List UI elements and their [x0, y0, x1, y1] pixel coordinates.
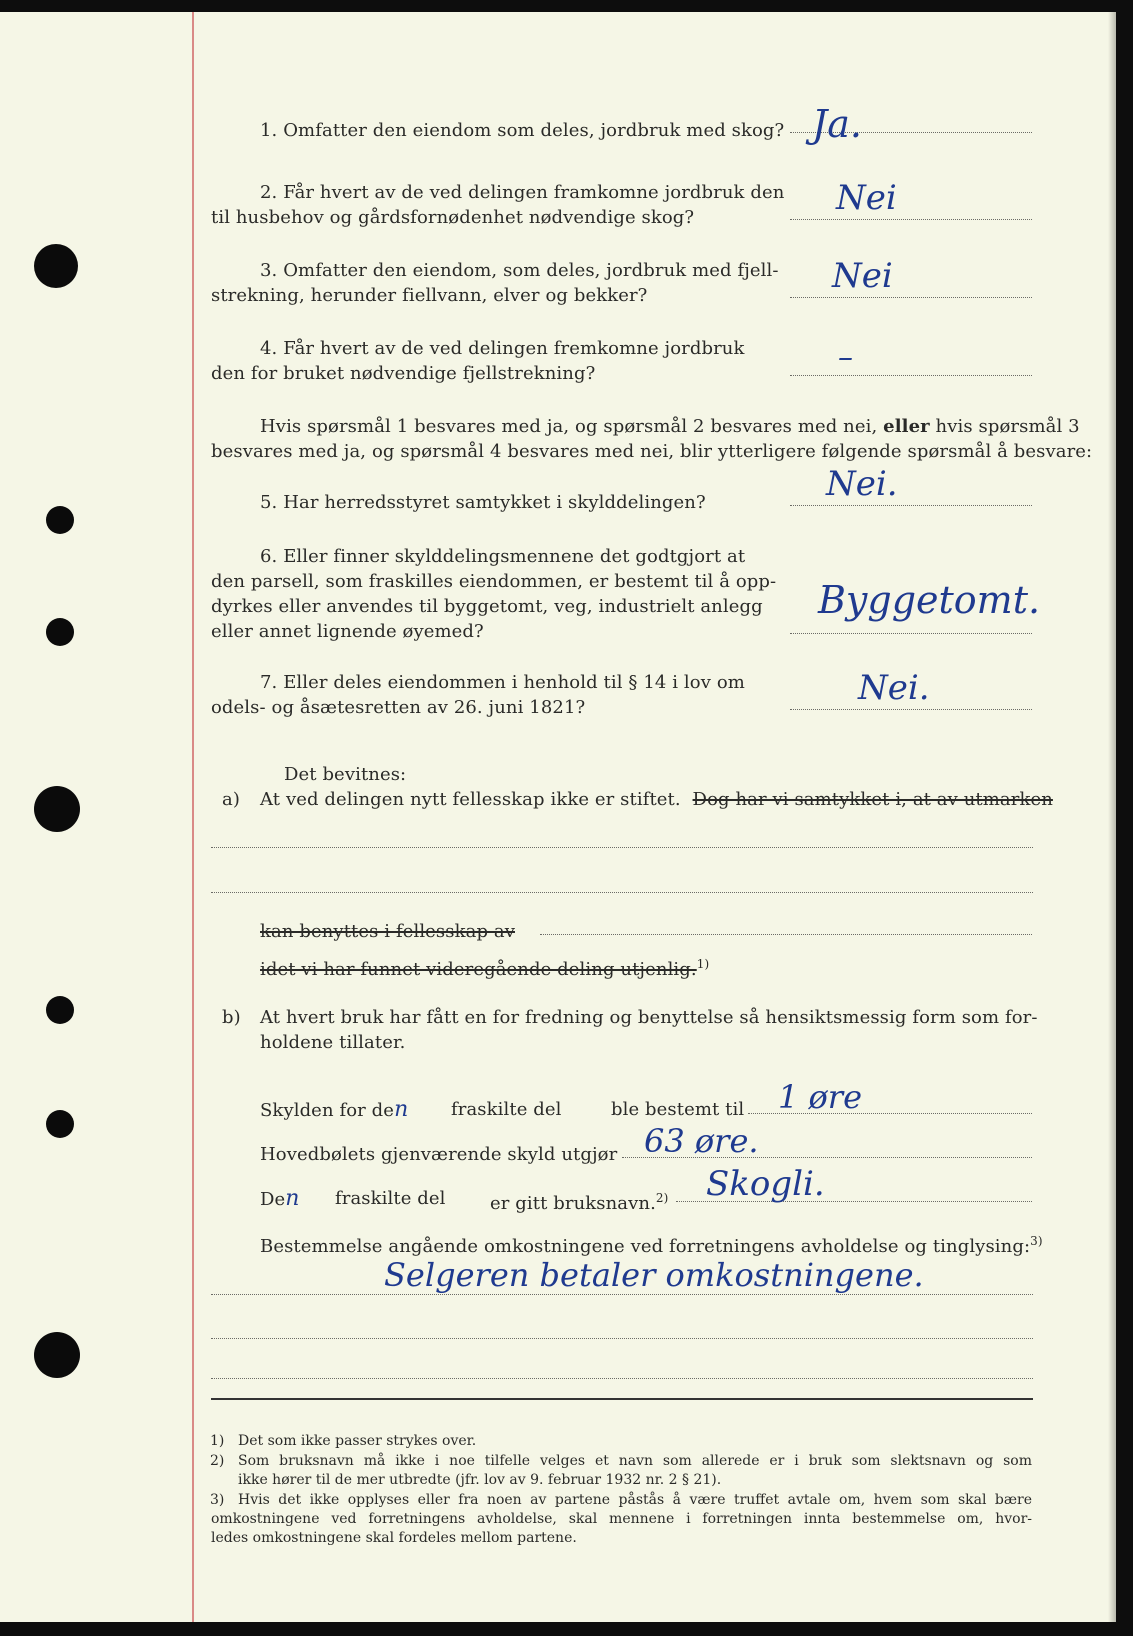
question-6-line1: 6. Eller finner skylddelingsmennene det godtgjort at	[260, 546, 746, 567]
answer-line	[790, 297, 1032, 298]
answer-6: Byggetomt.	[818, 578, 1041, 622]
blank-line	[211, 1378, 1033, 1379]
question-6-line2: den parsell, som fraskilles eiendommen, er bestemt til å opp-	[211, 571, 777, 592]
footnote-2-mark: 2)	[210, 1453, 225, 1469]
cost-answer: Selgeren betaler omkostningene.	[384, 1256, 924, 1294]
witness-a-text: At ved delingen nytt fellesskap ikke er stiftet.	[260, 789, 681, 810]
skyld-row1-text: Skylden for de	[260, 1100, 395, 1121]
footnote-ref: 2)	[655, 1191, 669, 1205]
blank-line	[211, 847, 1033, 848]
question-3-line1: 3. Omfatter den eiendom, som deles, jordbruk med fjell-	[260, 260, 779, 281]
document-page	[0, 12, 1116, 1622]
question-2-line2: til husbehov og gårdsfornødenhet nødvendige skog?	[211, 207, 695, 228]
conditional-text-b: hvis spørsmål 3	[935, 416, 1080, 437]
question-6-line3: dyrkes eller anvendes til byggetomt, veg, industrielt anlegg	[211, 596, 763, 617]
footnote-1: Det som ikke passer strykes over.	[238, 1433, 477, 1449]
skyld-row1-hw: n	[394, 1097, 409, 1122]
witness-a-line	[260, 787, 1053, 812]
question-1: 1. Omfatter den eiendom som deles, jordbruk med skog?	[260, 120, 785, 141]
answer-line	[790, 709, 1032, 710]
struck-line-3-text: idet vi har funnet videregående deling utjenlig.	[260, 959, 697, 980]
blank-line	[540, 934, 1032, 935]
answer-line	[790, 375, 1032, 376]
skyld-row3-a	[260, 1186, 300, 1212]
footnote-3-line1: Hvis det ikke opplyses eller fra noen av partene påstås å være truffet avtale om, hvem som skal bære	[238, 1492, 1032, 1508]
witness-a-struck: Dog har vi samtykket i, at av utmarken	[692, 789, 1053, 810]
struck-line-3	[260, 952, 709, 982]
answer-line	[790, 219, 1032, 220]
blank-line	[211, 1338, 1033, 1339]
witness-a-label: a)	[222, 789, 240, 810]
punch-hole	[34, 244, 78, 288]
answer-line	[790, 633, 1032, 634]
witness-b-line2: holdene tillater.	[260, 1032, 406, 1053]
skyld-row1-b: fraskilte del	[451, 1099, 562, 1120]
conditional-line2: besvares med ja, og spørsmål 4 besvares med nei, blir ytterligere følgende spørsmål å besvare:	[211, 441, 1093, 462]
answer-3: Nei	[832, 256, 893, 296]
answer-1: Ja.	[812, 102, 862, 146]
skyld-row3-text: De	[260, 1189, 286, 1210]
punch-hole	[46, 618, 74, 646]
footnote-3-line3: ledes omkostningene skal fordeles mellom partene.	[211, 1530, 577, 1546]
question-4-line2: den for bruket nødvendige fjellstrekning?	[211, 363, 596, 384]
answer-line	[211, 1294, 1033, 1295]
skyld-row2-answer: 63 øre.	[644, 1122, 759, 1160]
cost-label-text: Bestemmelse angående omkostningene ved forretningens avholdelse og tinglysing:	[260, 1236, 1031, 1257]
witness-b-line1: At hvert bruk har fått en for fredning og benyttelse så hensiktsmessig form som for-	[260, 1007, 1038, 1028]
skyld-row1-answer: 1 øre	[778, 1078, 863, 1116]
footnote-3-mark: 3)	[210, 1492, 225, 1508]
footnote-ref: 3)	[1030, 1234, 1043, 1248]
skyld-row1-a	[260, 1097, 408, 1123]
witness-b-label: b)	[222, 1007, 241, 1028]
question-5: 5. Har herredsstyret samtykket i skylddelingen?	[260, 492, 706, 513]
footnote-1-mark: 1)	[210, 1433, 225, 1449]
skyld-row3-b: fraskilte del	[335, 1188, 446, 1209]
struck-line-2: kan benyttes i fellesskap av	[260, 921, 515, 942]
footnote-2-line2: ikke hører til de mer utbredte (jfr. lov av 9. februar 1932 nr. 2 § 21).	[238, 1472, 722, 1488]
answer-7: Nei.	[858, 668, 930, 708]
punch-hole	[46, 506, 74, 534]
skyld-row3-c	[490, 1186, 668, 1216]
question-7-line2: odels- og åsætesretten av 26. juni 1821?	[211, 697, 586, 718]
question-7-line1: 7. Eller deles eiendommen i henhold til § 14 i lov om	[260, 672, 745, 693]
punch-hole	[46, 996, 74, 1024]
footnote-ref: 1)	[696, 957, 710, 971]
punch-hole	[46, 1110, 74, 1138]
question-6-line4: eller annet lignende øyemed?	[211, 621, 484, 642]
footnote-3-line2: omkostningene ved forretningens avholdelse, skal mennene i forretningen innta bestemmelse om, hvor-	[211, 1511, 1032, 1527]
punch-hole	[34, 786, 80, 832]
skyld-row3-c-text: er gitt bruksnavn.	[490, 1193, 656, 1214]
cost-label	[260, 1229, 1043, 1259]
skyld-row3-hw: n	[285, 1186, 300, 1211]
footnote-2-line1: Som bruksnavn må ikke i noe tilfelle velges et navn som allerede er i bruk som slektsnavn og som	[238, 1453, 1032, 1469]
answer-4: –	[838, 340, 853, 375]
skyld-row2-label: Hovedbølets gjenværende skyld utgjør	[260, 1144, 618, 1165]
footnote-rule	[211, 1398, 1033, 1400]
skyld-row1-c: ble bestemt til	[611, 1099, 745, 1120]
conditional-bold: eller	[883, 416, 930, 437]
blank-line	[211, 892, 1033, 893]
skyld-row3-answer: Skogli.	[706, 1164, 825, 1204]
question-2-line1: 2. Får hvert av de ved delingen framkomne jordbruk den	[260, 182, 785, 203]
margin-line	[192, 12, 194, 1622]
conditional-text-a: Hvis spørsmål 1 besvares med ja, og spørsmål 2 besvares med nei,	[260, 416, 878, 437]
punch-hole	[34, 1332, 80, 1378]
question-3-line2: strekning, herunder fiellvann, elver og bekker?	[211, 285, 648, 306]
answer-5: Nei.	[826, 464, 898, 504]
conditional-line1	[260, 414, 1080, 439]
answer-2: Nei	[836, 178, 897, 218]
answer-line	[790, 505, 1032, 506]
witness-heading: Det bevitnes:	[284, 764, 407, 785]
question-4-line1: 4. Får hvert av de ved delingen fremkomne jordbruk	[260, 338, 745, 359]
